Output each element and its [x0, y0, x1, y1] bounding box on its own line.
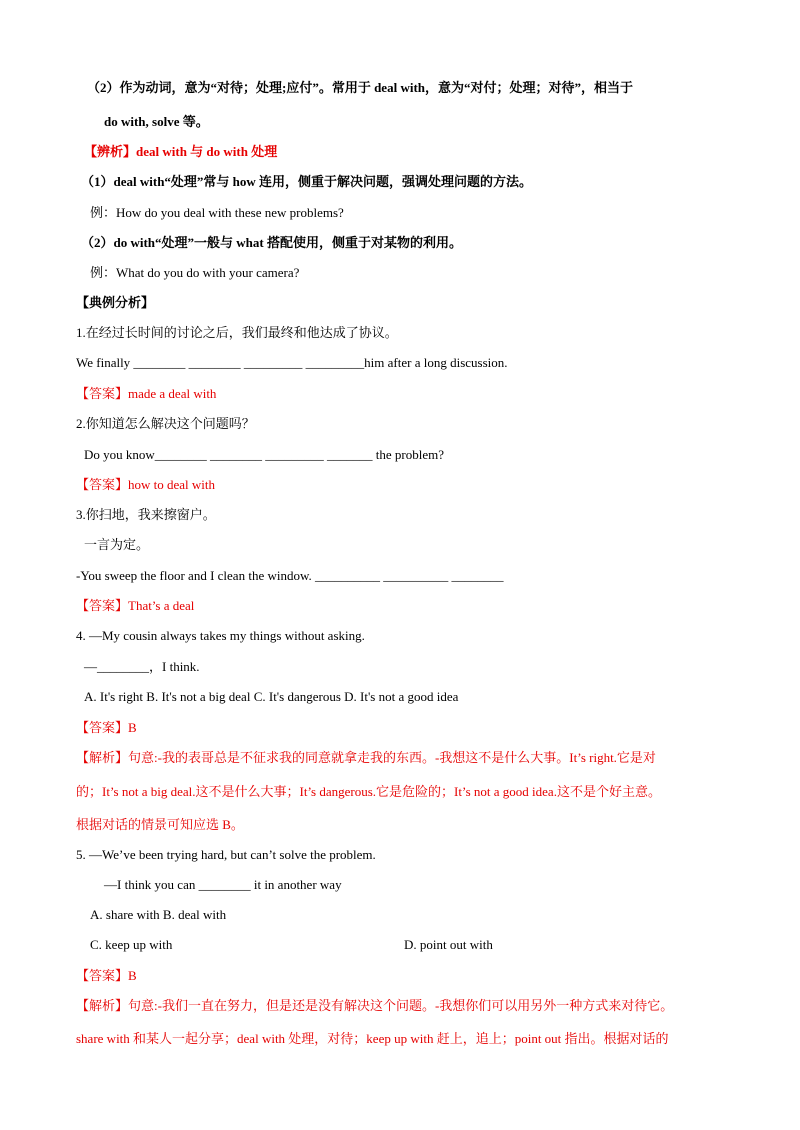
q3-chinese-b: 一言为定。: [84, 537, 150, 552]
q3-chinese-a: 3.你扫地，我来擦窗户。: [76, 507, 216, 522]
q4-question: 4. —My cousin always takes my things without asking.: [76, 628, 365, 643]
q4-analysis-3: 根据对话的情景可知应选 B。: [76, 817, 244, 832]
q5-option-c: C. keep up with: [90, 937, 173, 952]
q5-answer: 【答案】B: [76, 968, 137, 983]
q2-chinese: 2.你知道怎么解决这个问题吗？: [76, 416, 255, 431]
distinction-heading: 【辨析】deal with 与 do with 处理: [84, 144, 278, 159]
q5-analysis-1: 【解析】句意:-我们一直在努力，但是还是没有解决这个问题。-我想你们可以用另外一种方式来对待它。: [76, 998, 674, 1013]
distinction-point-2: （2）do with“处理”一般与 what 搭配使用，侧重于对某物的利用。: [81, 235, 462, 250]
q5-option-d: D. point out with: [404, 937, 493, 952]
q3-english: -You sweep the floor and I clean the window. __________ __________ ________: [76, 568, 504, 583]
q4-analysis-1: 【解析】句意:-我的表哥总是不征求我的同意就拿走我的东西。-我想这不是什么大事。It’s right.它是对: [76, 750, 656, 765]
q5-analysis-2: share with 和某人一起分享；deal with 处理，对待；keep up with 赶上，追上；point out 指出。根据对话的: [76, 1031, 669, 1046]
example-1: 例：How do you deal with these new problems?: [90, 205, 344, 220]
q4-analysis-2: 的；It’s not a big deal.这不是什么大事；It’s dangerous.它是危险的；It’s not a good idea.这不是个好主意。: [76, 784, 661, 799]
distinction-point-1: （1）deal with“处理”常与 how 连用，侧重于解决问题，强调处理问题的方法。: [81, 174, 533, 189]
q4-options: A. It's right B. It's not a big deal C. It's dangerous D. It's not a good idea: [84, 689, 459, 704]
q4-answer: 【答案】B: [76, 720, 137, 735]
q1-answer: 【答案】made a deal with: [76, 386, 217, 401]
q2-answer: 【答案】how to deal with: [76, 477, 216, 492]
q5-question: 5. —We’ve been trying hard, but can’t solve the problem.: [76, 847, 376, 862]
q4-reply: —________，I think.: [84, 659, 200, 674]
examples-heading: 【典例分析】: [76, 295, 155, 310]
q3-answer: 【答案】That’s a deal: [76, 598, 195, 613]
verb-usage-line-2: do with, solve 等。: [104, 114, 209, 129]
q2-english: Do you know________ ________ _________ _______ the problem?: [84, 447, 445, 462]
q5-options-ab: A. share with B. deal with: [90, 907, 227, 922]
q1-chinese: 1.在经过长时间的讨论之后，我们最终和他达成了协议。: [76, 325, 398, 340]
verb-usage-line-1: （2）作为动词，意为“对待；处理;应付”。常用于 deal with，意为“对付；处理；对待”，相当于: [87, 80, 634, 95]
q1-english: We finally ________ ________ _________ _________him after a long discussion.: [76, 355, 508, 370]
q5-reply: —I think you can ________ it in another way: [104, 877, 342, 892]
example-2: 例：What do you do with your camera?: [90, 265, 300, 280]
